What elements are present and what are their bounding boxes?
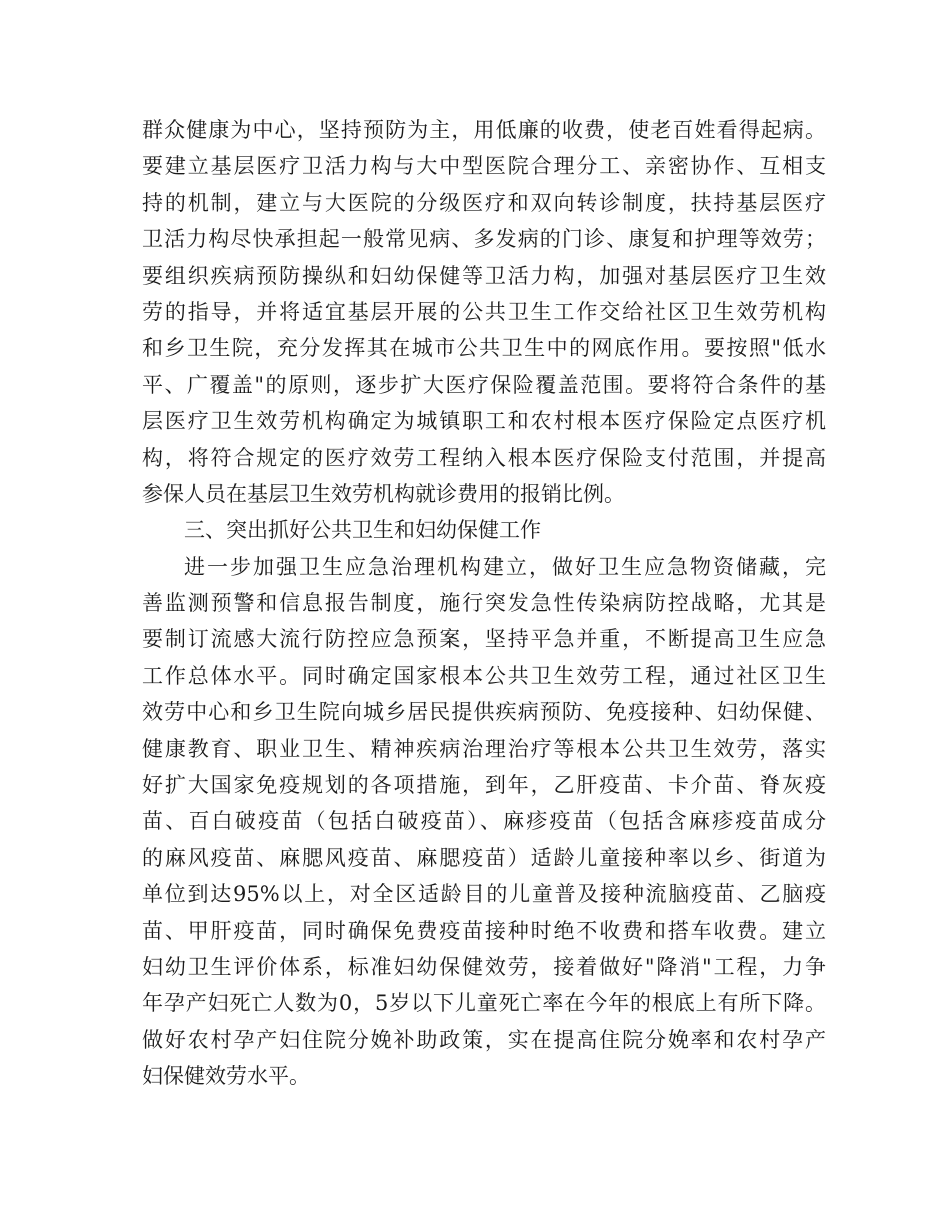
paragraph-2-line: 的麻风疫苗、麻腮风疫苗、麻腮疫苗）适龄儿童接种率以乡、街道为 (142, 845, 826, 870)
paragraph-2-line: 好扩大国家免疫规划的各项措施，到年，乙肝疫苗、卡介苗、脊灰疫 (142, 773, 826, 798)
paragraph-2-line: 要制订流感大流行防控应急预案，坚持平急并重，不断提高卫生应急 (142, 627, 826, 652)
paragraph-2-line: 健康教育、职业卫生、精神疾病治理治疗等根本公共卫生效劳，落实 (142, 736, 826, 761)
paragraph-1-line: 持的机制，建立与大医院的分级医疗和双向转诊制度，扶持基层医疗 (142, 190, 826, 215)
paragraph-2-line: 年孕产妇死亡人数为0，5岁以下儿童死亡率在今年的根底上有所下降。 (142, 991, 826, 1016)
paragraph-1-line: 要建立基层医疗卫活力构与大中型医院合理分工、亲密协作、互相支 (142, 154, 826, 179)
body-text (142, 112, 826, 1095)
paragraph-2-line: 效劳中心和乡卫生院向城乡居民提供疾病预防、免疫接种、妇幼保健、 (142, 700, 826, 725)
paragraph-2-line: 妇保健效劳水平。 (142, 1064, 310, 1089)
paragraph-2-line: 做好农村孕产妇住院分娩补助政策，实在提高住院分娩率和农村孕产 (142, 1027, 826, 1052)
paragraph-1-line: 和乡卫生院，充分发挥其在城市公共卫生中的网底作用。要按照"低水 (142, 336, 826, 361)
paragraph-2-line: 妇幼卫生评价体系，标准妇幼保健效劳，接着做好"降消"工程，力争 (142, 954, 826, 979)
paragraph-1-line: 平、广覆盖"的原则，逐步扩大医疗保险覆盖范围。要将符合条件的基 (142, 372, 826, 397)
paragraph-2-line: 苗、甲肝疫苗，同时确保免费疫苗接种时绝不收费和搭车收费。建立 (142, 918, 826, 943)
paragraph-2-line: 善监测预警和信息报告制度，施行突发急性传染病防控战略，尤其是 (142, 591, 826, 616)
paragraph-1-line: 构，将符合规定的医疗效劳工程纳入根本医疗保险支付范围，并提高 (142, 445, 826, 470)
paragraph-2-line: 进一步加强卫生应急治理机构建立，做好卫生应急物资储藏，完 (184, 554, 826, 579)
paragraph-2-line: 苗、百白破疫苗（包括白破疫苗）、麻疹疫苗（包括含麻疹疫苗成分 (142, 809, 826, 834)
paragraph-1-line: 群众健康为中心，坚持预防为主，用低廉的收费，使老百姓看得起病。 (142, 118, 826, 142)
paragraph-1-line: 劳的指导，并将适宜基层开展的公共卫生工作交给社区卫生效劳机构 (142, 299, 826, 324)
paragraph-1-line: 层医疗卫生效劳机构确定为城镇职工和农村根本医疗保险定点医疗机 (142, 409, 826, 434)
paragraph-1-line: 卫活力构尽快承担起一般常见病、多发病的门诊、康复和护理等效劳； (142, 227, 826, 252)
section-heading: 三、突出抓好公共卫生和妇幼保健工作 (184, 518, 541, 543)
paragraph-2-line: 单位到达95%以上，对全区适龄目的儿童普及接种流脑疫苗、乙脑疫 (142, 882, 826, 907)
paragraph-1-line: 要组织疾病预防操纵和妇幼保健等卫活力构，加强对基层医疗卫生效 (142, 263, 826, 288)
paragraph-1-line: 参保人员在基层卫生效劳机构就诊费用的报销比例。 (142, 481, 625, 506)
paragraph-2-line: 工作总体水平。同时确定国家根本公共卫生效劳工程，通过社区卫生 (142, 663, 826, 688)
